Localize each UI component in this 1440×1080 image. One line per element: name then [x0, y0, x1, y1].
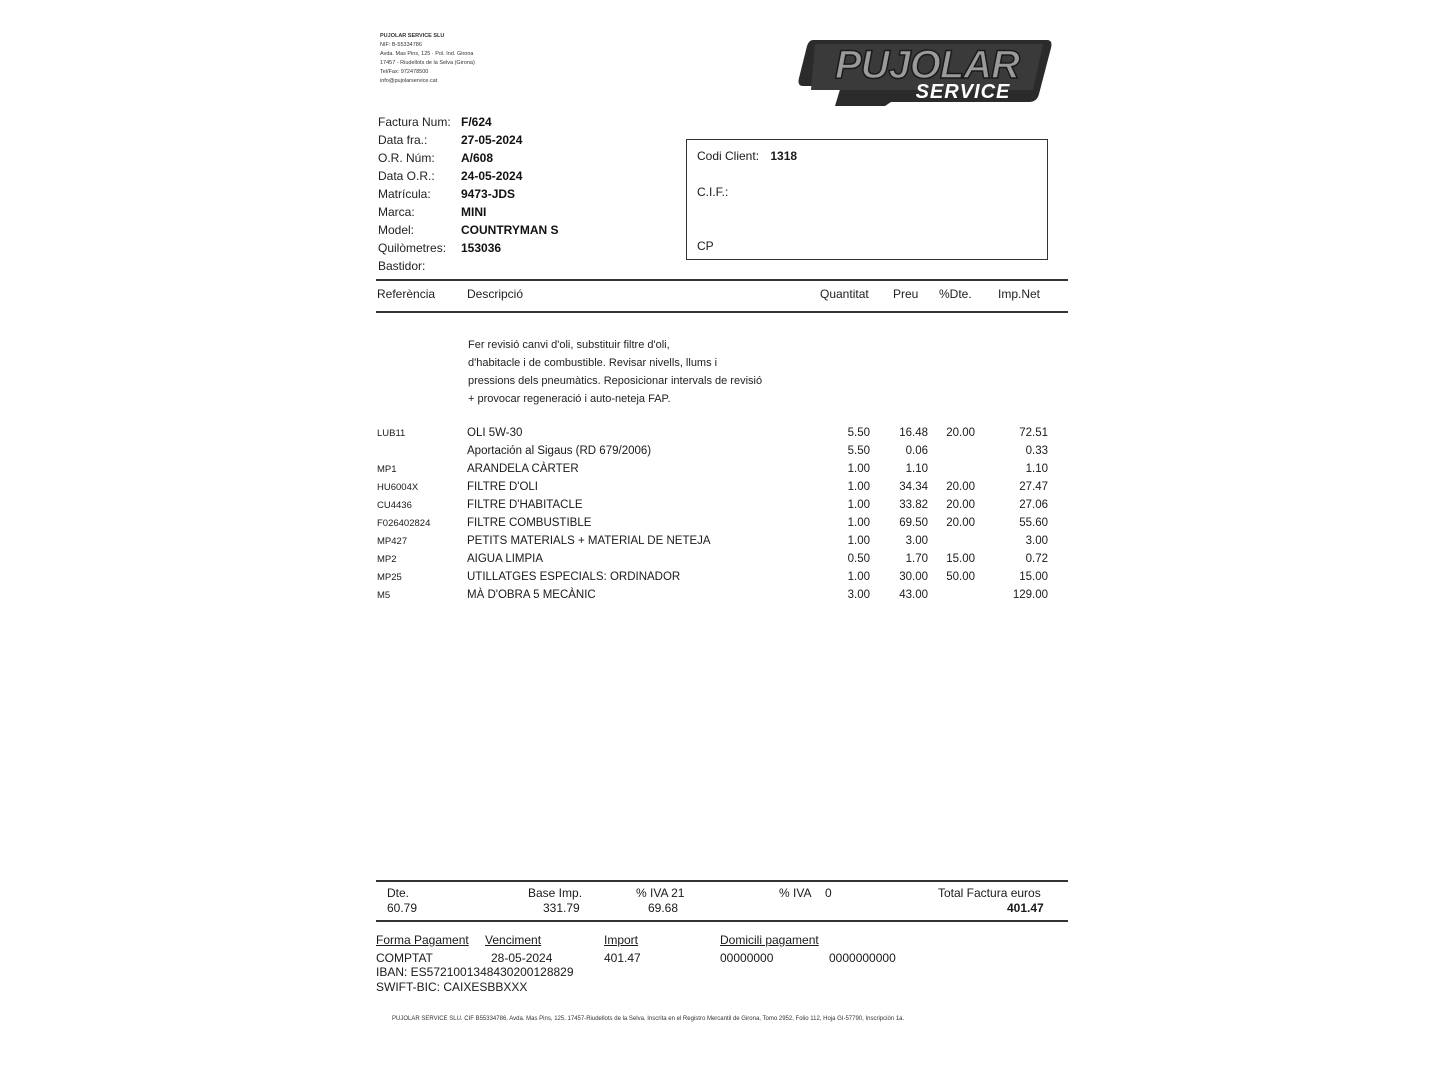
cell-price: 33.82 [899, 499, 928, 511]
client-code: 1318 [770, 149, 798, 163]
info-label: Matrícula: [378, 187, 431, 201]
payment-method-label: Forma Pagament [376, 933, 469, 947]
cell-dte: 15.00 [946, 553, 975, 565]
cell-price: 43.00 [899, 589, 928, 601]
info-label: O.R. Núm: [378, 151, 435, 165]
cell-ref: F026402824 [377, 518, 431, 529]
logo-text-pujolar: PUJOLAR [834, 43, 1020, 87]
info-row-model [378, 223, 618, 241]
cell-ref: MP1 [377, 464, 397, 475]
cell-desc: Aportación al Sigaus (RD 679/2006) [467, 445, 652, 457]
table-row [0, 589, 1440, 607]
cell-ref: MP427 [377, 536, 408, 547]
cell-price: 1.70 [905, 553, 928, 565]
col-header-reference: Referència [377, 287, 436, 301]
cell-price: 0.06 [905, 445, 928, 457]
cell-price: 16.48 [899, 427, 928, 439]
client-code-label: Codi Client: [697, 149, 760, 163]
discount-value: 60.79 [387, 901, 418, 915]
cell-net: 15.00 [1019, 571, 1048, 583]
cell-desc: AIGUA LIMPIA [467, 553, 544, 565]
info-value: 27-05-2024 [461, 133, 523, 147]
iva-value: 0 [825, 886, 832, 900]
cell-net: 3.00 [1025, 535, 1048, 547]
col-header-price: Preu [893, 287, 919, 301]
company-line: Avda. Mas Pins, 125 · Pol. Ind. Girona [380, 51, 474, 57]
cell-ref: LUB11 [377, 428, 406, 439]
iva21-label: % IVA 21 [636, 886, 685, 900]
total-value: 401.47 [1007, 901, 1044, 915]
payment-address-label: Domicili pagament [720, 933, 819, 947]
client-box [686, 139, 1048, 260]
cell-net: 72.51 [1019, 427, 1048, 439]
cell-dte: 20.00 [946, 427, 975, 439]
company-details [380, 32, 520, 86]
iva-label: % IVA [779, 886, 812, 900]
table-top-rule [376, 279, 1068, 281]
company-line: info@pujolarservice.cat [380, 78, 438, 84]
cell-dte: 20.00 [946, 499, 975, 511]
cell-net: 0.33 [1025, 445, 1048, 457]
cell-qty: 1.00 [847, 571, 870, 583]
info-row-chassis [378, 259, 618, 277]
cell-qty: 1.00 [847, 481, 870, 493]
due-date-label: Venciment [485, 933, 542, 947]
client-cif-label: C.I.F.: [697, 185, 729, 199]
cell-dte: 50.00 [946, 571, 975, 583]
cell-price: 3.00 [905, 535, 928, 547]
total-label: Total Factura euros [938, 886, 1041, 900]
cell-desc: MÀ D'OBRA 5 MECÀNIC [467, 589, 596, 601]
info-label: Data fra.: [378, 133, 428, 147]
client-code-row [697, 149, 797, 163]
cell-desc: UTILLATGES ESPECIALS: ORDINADOR [467, 571, 681, 583]
info-row-or-date [378, 169, 618, 187]
info-value: 153036 [461, 241, 502, 255]
table-row [0, 499, 1440, 517]
info-value: F/624 [461, 115, 492, 129]
info-row-km [378, 241, 618, 259]
iban: IBAN: ES5721001348430200128829 [376, 965, 574, 979]
info-value: A/608 [461, 151, 494, 165]
cell-desc: FILTRE COMBUSTIBLE [467, 517, 592, 529]
table-row [0, 517, 1440, 535]
base-value: 331.79 [543, 901, 580, 915]
amount-value: 401.47 [604, 951, 641, 965]
payment-address-value-1: 00000000 [720, 951, 774, 965]
totals-bottom-rule [376, 920, 1068, 922]
iva21-value: 69.68 [648, 901, 679, 915]
col-header-quantity: Quantitat [820, 287, 869, 301]
company-line: NIF: B-55334786 [380, 42, 422, 48]
company-line: Tel/Fax: 972478500 [380, 69, 429, 75]
logo-text-service: SERVICE [915, 81, 1011, 103]
cell-net: 27.47 [1019, 481, 1048, 493]
swift-bic: SWIFT-BIC: CAIXESBBXXX [376, 980, 528, 994]
info-label: Model: [378, 223, 415, 237]
info-value: 9473-JDS [461, 187, 516, 201]
base-label: Base Imp. [528, 886, 583, 900]
cell-qty: 1.00 [847, 499, 870, 511]
info-label: Bastidor: [378, 259, 426, 273]
description-line: pressions dels pneumàtics. Reposicionar intervals de revisió [468, 375, 763, 387]
cell-ref: MP2 [377, 554, 397, 565]
info-row-plate [378, 187, 618, 205]
info-row-invoice-date [378, 133, 618, 151]
cell-qty: 5.50 [847, 427, 870, 439]
payment-method-value: COMPTAT [376, 951, 433, 965]
table-row [0, 571, 1440, 589]
table-row [0, 535, 1440, 553]
cell-price: 69.50 [899, 517, 928, 529]
cell-dte: 20.00 [946, 481, 975, 493]
cell-ref: MP25 [377, 572, 402, 583]
description-line: Fer revisió canvi d'oli, substituir filtre d'oli, [468, 339, 670, 351]
table-row [0, 481, 1440, 499]
cell-net: 55.60 [1019, 517, 1048, 529]
cell-ref: CU4436 [377, 500, 412, 511]
description-line: + provocar regeneració i auto-neteja FAP. [468, 393, 671, 405]
company-name: PUJOLAR SERVICE SLU [380, 33, 445, 39]
payment-address-value-2: 0000000000 [829, 951, 896, 965]
totals-top-rule [376, 880, 1068, 882]
col-header-discount: %Dte. [939, 287, 972, 301]
info-label: Data O.R.: [378, 169, 435, 183]
cell-qty: 3.00 [847, 589, 870, 601]
cell-net: 129.00 [1012, 589, 1048, 601]
cell-dte: 20.00 [946, 517, 975, 529]
cell-desc: PETITS MATERIALS + MATERIAL DE NETEJA [467, 535, 711, 547]
cell-net: 27.06 [1019, 499, 1048, 511]
col-header-net: Imp.Net [998, 287, 1041, 301]
due-date-value: 28-05-2024 [491, 951, 553, 965]
cell-desc: FILTRE D'HABITACLE [467, 499, 583, 511]
table-header-rule [376, 311, 1068, 313]
cell-qty: 1.00 [847, 517, 870, 529]
info-label: Factura Num: [378, 115, 451, 129]
cell-price: 30.00 [899, 571, 928, 583]
cell-ref: HU6004X [377, 482, 419, 493]
cell-net: 1.10 [1025, 463, 1048, 475]
company-line: 17457 - Riudellots de la Selva (Girona) [380, 60, 475, 66]
cell-price: 1.10 [905, 463, 928, 475]
pujolar-service-logo [795, 34, 1055, 108]
info-label: Quilòmetres: [378, 241, 447, 255]
table-row [0, 427, 1440, 445]
cell-desc: OLI 5W-30 [467, 427, 523, 439]
cell-desc: ARANDELA CÀRTER [467, 463, 579, 475]
cell-ref: M5 [377, 590, 391, 601]
table-row [0, 463, 1440, 481]
legal-footer: PUJOLAR SERVICE SLU. CIF B55334786. Avda. Mas Pins, 125. 17457-Riudellots de la Selva. Inscrita en el Registro Mercantil de Girona, Tomo 2952, Folio 112, Hoja GI-57790, Inscripción 1a. [392, 1016, 905, 1022]
description-line: d'habitacle i de combustible. Revisar nivells, llums i [468, 357, 718, 369]
work-description [468, 336, 788, 408]
info-value: COUNTRYMAN S [461, 223, 559, 237]
table-row [0, 553, 1440, 571]
discount-label: Dte. [387, 886, 410, 900]
cell-qty: 1.00 [847, 535, 870, 547]
info-row-invoice-num [378, 115, 618, 133]
info-value: MINI [461, 205, 487, 219]
info-row-brand [378, 205, 618, 223]
cell-desc: FILTRE D'OLI [467, 481, 538, 493]
cell-qty: 5.50 [847, 445, 870, 457]
amount-label: Import [604, 933, 639, 947]
info-label: Marca: [378, 205, 415, 219]
client-cp-label: CP [697, 239, 714, 253]
cell-price: 34.34 [899, 481, 928, 493]
info-value: 24-05-2024 [461, 169, 523, 183]
col-header-description: Descripció [467, 287, 524, 301]
info-row-or-num [378, 151, 618, 169]
table-row [0, 445, 1440, 463]
cell-qty: 0.50 [847, 553, 870, 565]
cell-net: 0.72 [1025, 553, 1048, 565]
cell-qty: 1.00 [847, 463, 870, 475]
